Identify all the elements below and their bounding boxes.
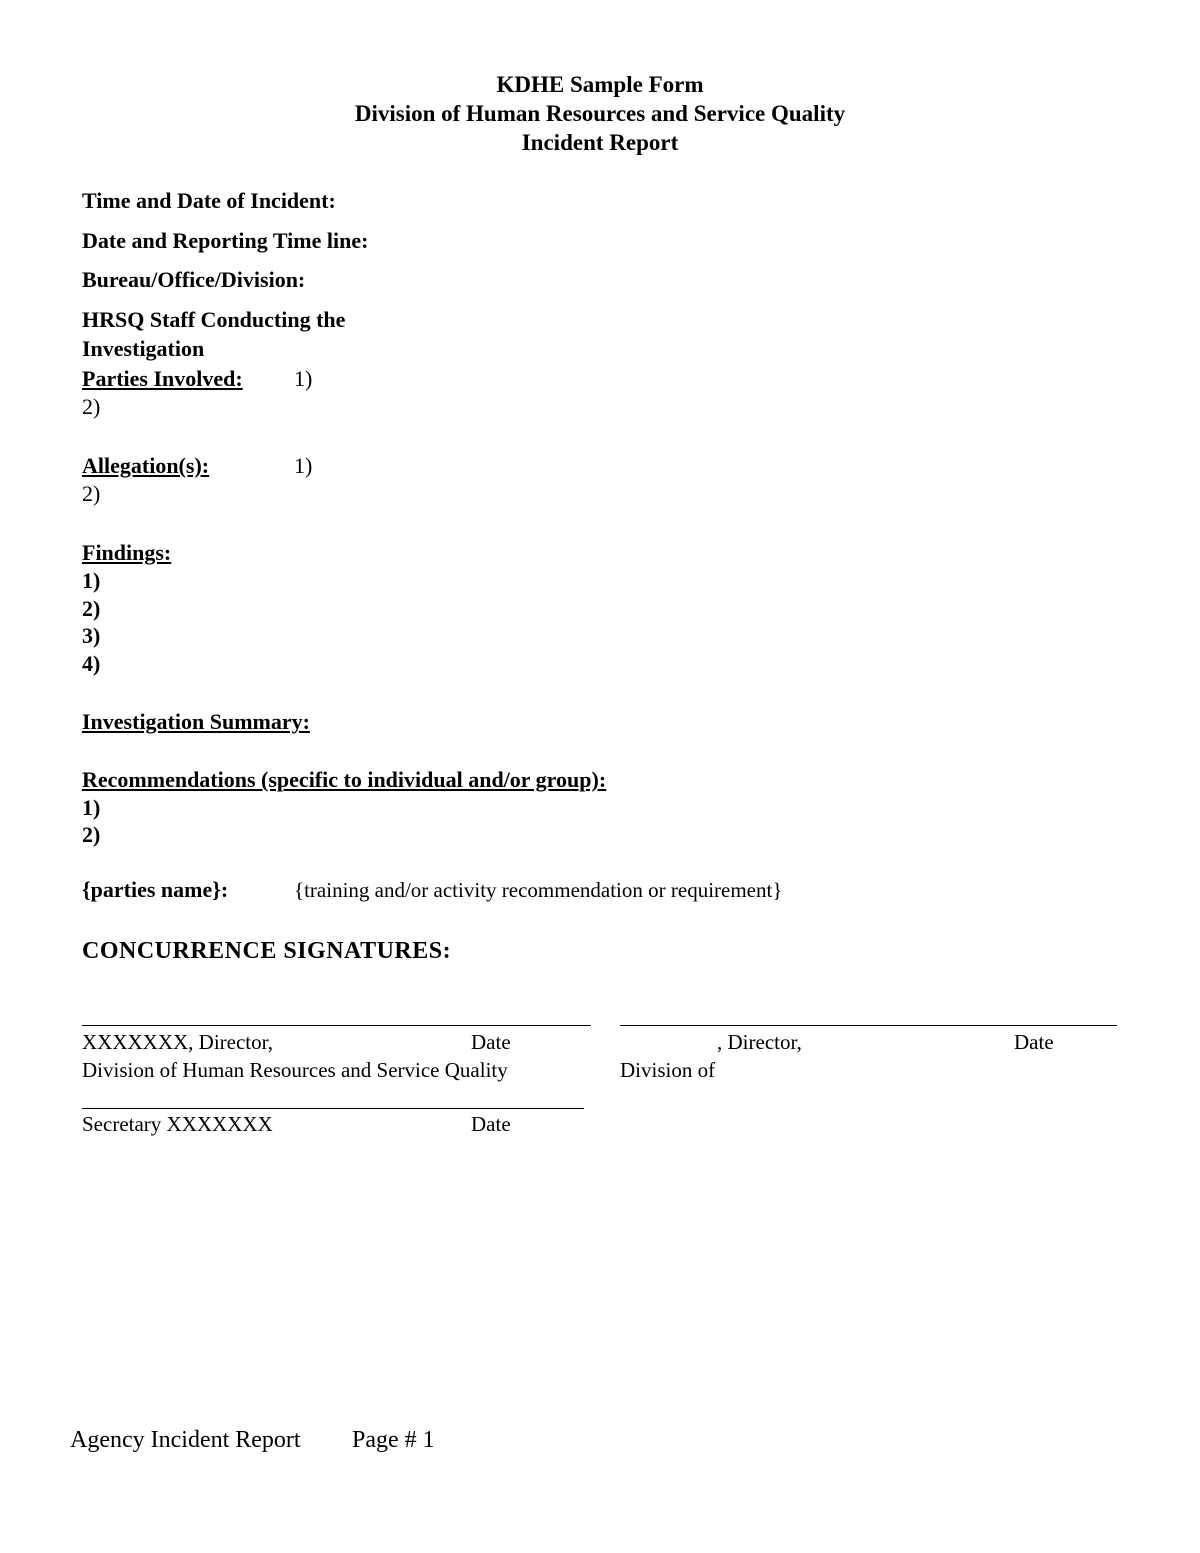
finding-item: 4) <box>82 651 101 676</box>
allegation-item-2: 2) <box>82 481 101 506</box>
bureau-label: Bureau/Office/Division: <box>82 267 306 292</box>
parties-item-1: 1) <box>294 366 313 391</box>
signature-line-3 <box>82 1108 584 1109</box>
allegations-label: Allegation(s): <box>82 453 210 478</box>
recommendation-item: 2) <box>82 822 101 847</box>
recommendation-placeholder: {training and/or activity recommendation or requirement} <box>294 878 783 902</box>
allegation-item-1: 1) <box>294 453 313 478</box>
form-title: KDHE Sample Form <box>496 72 704 97</box>
recommendation-item: 1) <box>82 795 101 820</box>
sig3-date: Date <box>471 1112 511 1136</box>
parties-involved-label: Parties Involved: <box>82 366 243 391</box>
footer-title: Agency Incident Report <box>70 1427 301 1453</box>
sig2-title: Division of <box>620 1058 716 1082</box>
sig2-date: Date <box>1014 1030 1054 1054</box>
signature-line-2 <box>620 1025 1117 1026</box>
sig1-name: XXXXXXX, Director, <box>82 1030 274 1054</box>
signature-line-1 <box>82 1025 591 1026</box>
report-title: Incident Report <box>521 130 679 155</box>
date-reporting-label: Date and Reporting Time line: <box>82 228 369 253</box>
parties-name-placeholder: {parties name}: <box>82 877 229 902</box>
sig2-name: , Director, <box>717 1030 802 1054</box>
finding-item: 3) <box>82 623 101 648</box>
finding-item: 2) <box>82 596 101 621</box>
recommendations-label: Recommendations (specific to individual and/or group): <box>82 767 607 792</box>
hrsq-staff-label-2: Investigation <box>82 336 205 361</box>
sig1-date: Date <box>471 1030 511 1054</box>
time-date-incident-label: Time and Date of Incident: <box>82 188 336 213</box>
division-title: Division of Human Resources and Service Quality <box>354 101 846 126</box>
findings-label: Findings: <box>82 540 172 565</box>
hrsq-staff-label-1: HRSQ Staff Conducting the <box>82 307 346 332</box>
concurrence-heading: CONCURRENCE SIGNATURES: <box>82 938 452 964</box>
page-number: Page # 1 <box>352 1427 435 1453</box>
parties-item-2: 2) <box>82 394 101 419</box>
investigation-summary-label: Investigation Summary: <box>82 709 310 734</box>
sig3-name: Secretary XXXXXXX <box>82 1112 273 1136</box>
finding-item: 1) <box>82 568 101 593</box>
sig1-title: Division of Human Resources and Service Quality <box>82 1058 508 1082</box>
